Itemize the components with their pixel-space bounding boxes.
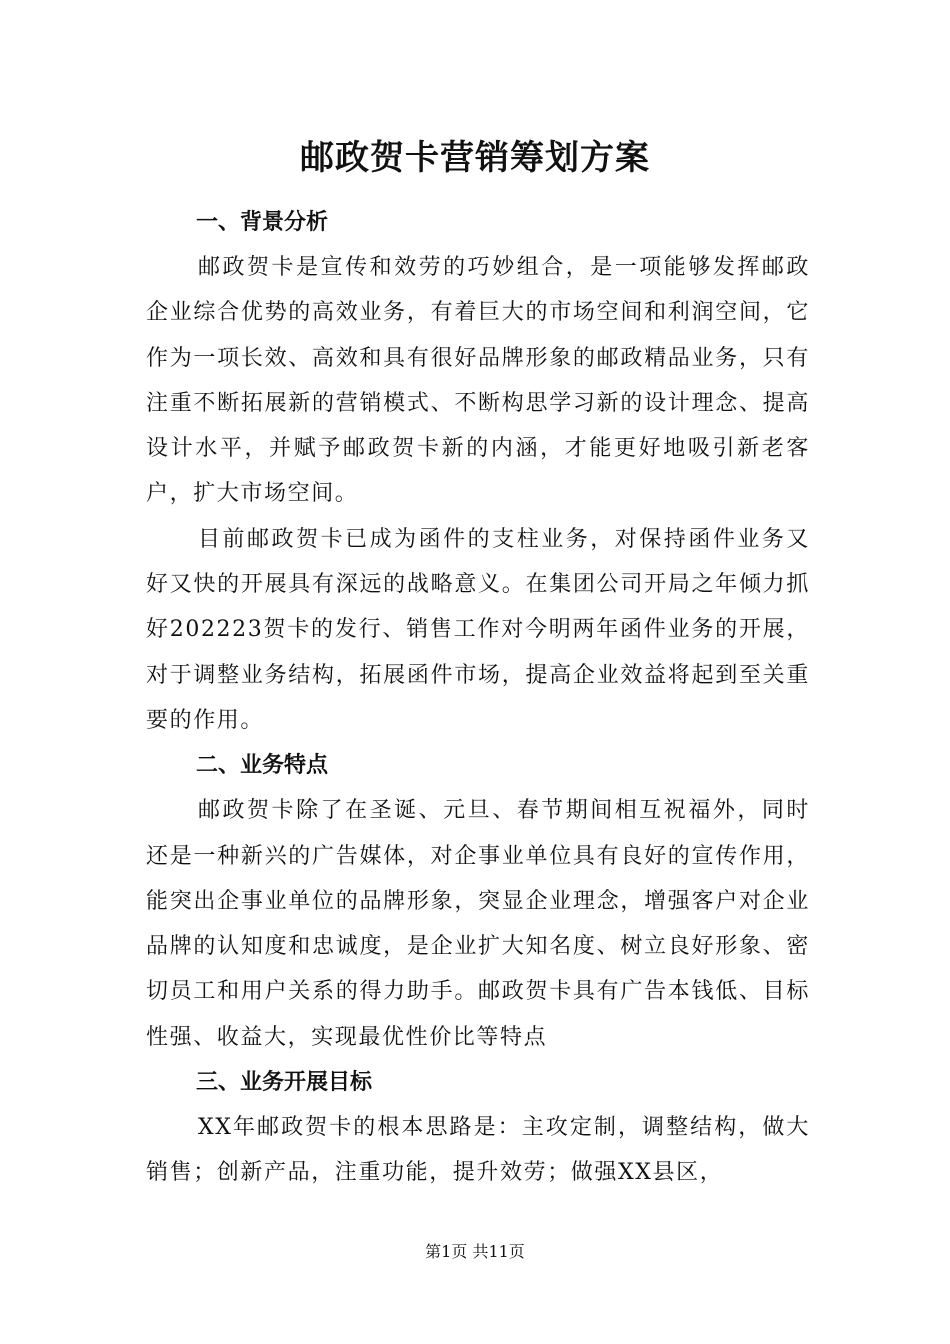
paragraph: 邮政贺卡是宣传和效劳的巧妙组合，是一项能够发挥邮政企业综合优势的高效业务，有着巨大的市场空间和利润空间，它作为一项长效、高效和具有很好品牌形象的邮政精品业务，只有注重不断拓展新的营销模式、不断构思学习新的设计理念、提高设计水平，并赋予邮政贺卡新的内涵，才能更好地吸引新老客户，扩大市场空间。 bbox=[146, 255, 810, 507]
paragraph: 目前邮政贺卡已成为函件的支柱业务，对保持函件业务又好又快的开展具有深远的战略意义。在集团公司开局之年倾力抓好202223贺卡的发行、销售工作对今明两年函件业务的开展，对于调整业务结构，拓展函件市场，提高企业效益将起到至关重要的作用。 bbox=[146, 526, 810, 733]
document-body bbox=[146, 200, 810, 1196]
document-title: 邮政贺卡营销筹划方案 bbox=[300, 138, 650, 178]
paragraph: 邮政贺卡除了在圣诞、元旦、春节期间相互祝福外，同时还是一种新兴的广告媒体，对企事业单位具有良好的宣传作用，能突出企事业单位的品牌形象，突显企业理念，增强客户对企业品牌的认知度和忠诚度，是企业扩大知名度、树立良好形象、密切员工和用户关系的得力助手。邮政贺卡具有广告本钱低、目标性强、收益大，实现最优性价比等特点 bbox=[146, 798, 810, 1050]
page-number-footer: 第1页 共11页 bbox=[425, 1242, 525, 1261]
section-heading-goals: 三、业务开展目标 bbox=[196, 1070, 373, 1096]
section-heading-background: 一、背景分析 bbox=[196, 210, 329, 235]
paragraph: XX年邮政贺卡的根本思路是：主攻定制，调整结构，做大销售；创新产品，注重功能，提升效劳；做强XX县区， bbox=[146, 1115, 810, 1186]
section-heading-features: 二、业务特点 bbox=[196, 753, 329, 779]
